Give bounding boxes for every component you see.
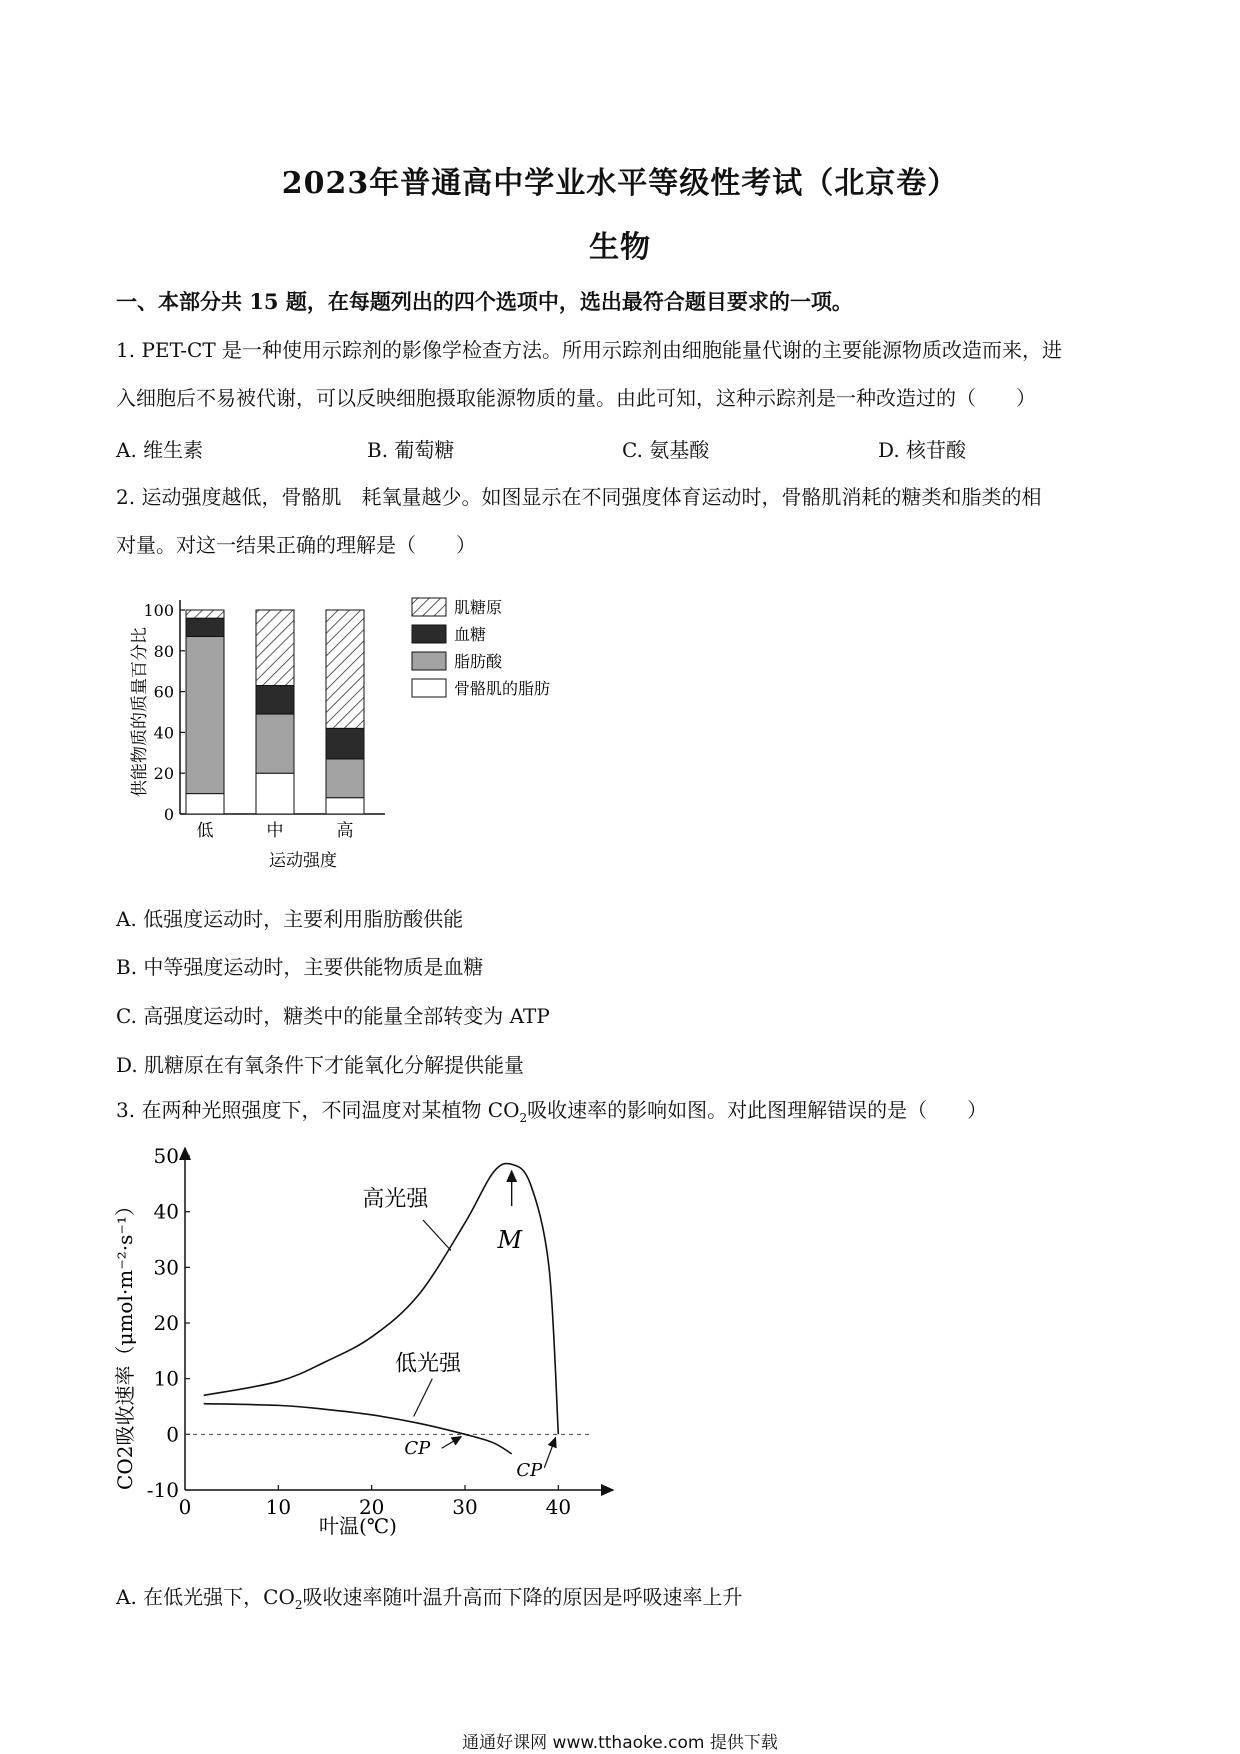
q3-stem-sub: 2 [519,1111,528,1125]
legend-label: 骨骼肌的脂肪 [454,679,551,698]
bar-segment [256,610,294,685]
bar-category-label: 低 [196,821,214,841]
line-chart-svg [110,1138,650,1548]
cp-arrow-low [442,1437,462,1449]
q2-option-a[interactable]: A. 低强度运动时，主要利用脂肪酸供能 [116,907,464,931]
bar-segment [326,728,364,759]
line-x-tick-label: 0 [178,1495,192,1519]
legend-label: 血糖 [454,625,487,644]
q3-stem [116,1086,1126,1142]
legend-swatch [412,679,446,697]
cp-label-low: CP [404,1437,431,1459]
peak-label: M [497,1225,523,1254]
line-y-tick-label: 30 [153,1255,179,1280]
page-title: 2023年普通高中学业水平等级性考试（北京卷） [281,166,959,201]
bar-segment [186,794,224,814]
line-x-tick-label: 30 [452,1495,478,1519]
q3-stem-prefix: 3. 在两种光照强度下，不同温度对某植物 CO [116,1098,520,1122]
q3-option-a-suffix: 吸收速率随叶温升高而下降的原因是呼吸速率上升 [302,1585,743,1609]
q1-option-b[interactable]: B. 葡萄糖 [367,438,455,462]
bar-y-tick-label: 60 [153,682,174,702]
bar-y-tick-label: 100 [143,601,174,620]
bar-segment [326,798,364,814]
q1-option-d[interactable]: D. 核苷酸 [878,438,967,462]
bar-chart-x-label: 运动强度 [269,851,337,871]
q1-option-a[interactable]: A. 维生素 [116,438,204,462]
series-label-low-light: 低光强 [395,1351,462,1377]
bar-segment [256,773,294,814]
bar-y-tick-label: 20 [153,764,174,784]
line-chart-y-label: CO2吸收速率（μmol·m⁻²·s⁻¹） [113,1196,137,1490]
page-subject: 生物 [589,230,651,265]
q1-line2: 入细胞后不易被代谢，可以反映细胞摄取能源物质的量。由此可知，这种示踪剂是一种改造过的（ ） [116,386,1036,410]
line-x-tick-label: 10 [265,1495,292,1519]
q3-option-a[interactable] [116,1573,1126,1629]
bar-segment [186,618,224,636]
bar-y-tick-label: 80 [153,641,174,661]
bar-segment [326,759,364,798]
section-heading: 一、本部分共 15 题，在每题列出的四个选项中，选出最符合题目要求的一项。 [116,289,853,314]
bar-segment [186,637,224,794]
q2-line2: 对量。对这一结果正确的理解是（ ） [116,533,476,557]
bar-category-label: 中 [266,821,284,841]
q3-stem-suffix: 吸收速率的影响如图。对此图理解错误的是（ ） [527,1098,988,1122]
line-x-tick-label: 20 [358,1495,385,1519]
bar-y-tick-label: 0 [163,805,174,824]
q1-option-c[interactable]: C. 氨基酸 [622,438,710,462]
line-y-tick-label: -10 [146,1478,179,1502]
line-y-tick-label: 40 [153,1199,179,1224]
cp-label-high: CP [516,1460,543,1482]
series-label-high-light: 高光强 [362,1187,429,1213]
line-y-tick-label: 0 [166,1422,179,1447]
q2-option-d[interactable]: D. 肌糖原在有氧条件下才能氧化分解提供能量 [116,1053,525,1077]
line-y-tick-label: 20 [153,1311,179,1335]
legend-swatch [412,625,446,643]
bar-chart-y-label: 供能物质的质量百分比 [130,627,150,797]
page-footer: 通通好课网 www.tthaoke.com 提供下载 [462,1733,778,1753]
q2-line1: 2. 运动强度越低，骨骼肌 耗氧量越少。如图显示在不同强度体育运动时，骨骼肌消耗的糖类和脂类的相 [116,485,1042,509]
line-y-tick-label: 10 [153,1366,179,1391]
series-line [204,1404,512,1454]
q2-option-b[interactable]: B. 中等强度运动时，主要供能物质是血糖 [116,955,484,979]
bar-segment [256,714,294,773]
bar-segment [186,610,224,618]
legend-label: 肌糖原 [454,598,503,617]
series-label-leader [414,1379,433,1417]
bar-segment [256,685,294,714]
series-label-leader [423,1220,451,1251]
q3-option-a-prefix: A. 在低光强下，CO [116,1585,295,1609]
q2-option-c[interactable]: C. 高强度运动时，糖类中的能量全部转变为 ATP [116,1004,550,1028]
line-x-tick-label: 40 [545,1495,572,1519]
q1-line1: 1. PET-CT 是一种使用示踪剂的影像学检查方法。所用示踪剂由细胞能量代谢的主要能源物质改造而来，进 [116,338,1063,362]
bar-category-label: 高 [336,821,354,841]
legend-label: 脂肪酸 [454,652,503,671]
legend-swatch [412,652,446,670]
line-y-tick-label: 50 [153,1144,179,1168]
cp-arrow-high [544,1438,555,1468]
co2-uptake-line-chart [110,1138,650,1552]
legend-swatch [412,598,446,616]
energy-source-bar-chart [120,590,620,894]
bar-y-tick-label: 40 [153,723,174,743]
q3-option-a-sub: 2 [294,1598,303,1612]
line-chart-x-label: 叶温(℃) [319,1514,397,1538]
bar-chart-svg [120,590,620,890]
bar-segment [326,610,364,728]
